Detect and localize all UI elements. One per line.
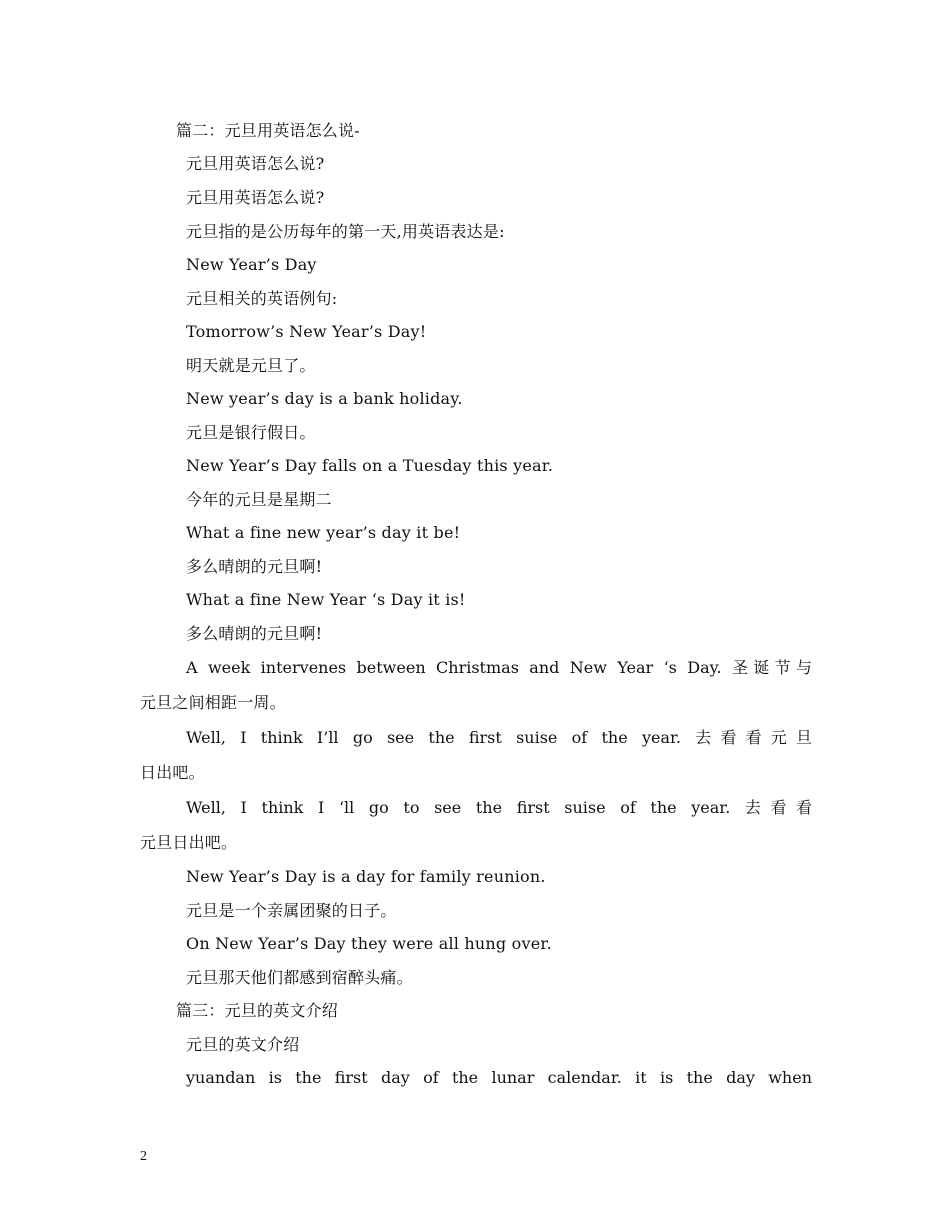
- text-line: 多么晴朗的元旦啊!: [186, 557, 323, 576]
- text-line: New Year’s Day falls on a Tuesday this year.: [186, 456, 554, 475]
- text-line: New Year’s Day: [186, 255, 317, 274]
- text-line: On New Year’s Day they were all hung over.: [186, 934, 552, 953]
- section2-heading: 篇二：元旦用英语怎么说-: [176, 121, 360, 140]
- wrapped-line-rest: 日出吧。: [140, 763, 205, 782]
- wrapped-line-rest: 元旦之间相距一周。: [140, 693, 286, 712]
- text-line: Tomorrow’s New Year’s Day!: [186, 322, 427, 341]
- wrapped-line-rest: 元旦日出吧。: [140, 833, 238, 852]
- section3-heading: 篇三：元旦的英文介绍: [176, 1001, 339, 1020]
- text-line: New Year’s Day is a day for family reunion.: [186, 867, 546, 886]
- text-line: What a fine New Year ‘s Day it is!: [186, 590, 466, 609]
- page-number: 2: [140, 1149, 147, 1164]
- text-line: 元旦是银行假日。: [186, 423, 316, 442]
- text-line: 元旦那天他们都感到宿醉头痛。: [186, 968, 413, 987]
- wrapped-line-first: Well, I think I’ll go see the first suise of the year. 去看看元旦: [186, 728, 812, 747]
- wrapped-line-first: Well, I think I ‘ll go to see the first suise of the year. 去看看: [186, 798, 812, 817]
- paragraph-first-line: yuandan is the first day of the lunar calendar. it is the day when: [186, 1068, 812, 1087]
- text-line: 元旦用英语怎么说?: [186, 188, 325, 207]
- text-line: 多么晴朗的元旦啊!: [186, 624, 323, 643]
- text-line: What a fine new year’s day it be!: [186, 523, 461, 542]
- text-line: 元旦指的是公历每年的第一天,用英语表达是:: [186, 222, 505, 241]
- text-line: 今年的元旦是星期二: [186, 490, 332, 509]
- section3-subtitle: 元旦的英文介绍: [186, 1035, 300, 1054]
- text-line: 元旦相关的英语例句:: [186, 289, 338, 308]
- wrapped-line-first: A week intervenes between Christmas and New Year ‘s Day. 圣诞节与: [186, 658, 812, 677]
- text-line: 明天就是元旦了。: [186, 356, 316, 375]
- text-line: 元旦用英语怎么说?: [186, 154, 325, 173]
- text-line: New year’s day is a bank holiday.: [186, 389, 463, 408]
- text-line: 元旦是一个亲属团聚的日子。: [186, 901, 397, 920]
